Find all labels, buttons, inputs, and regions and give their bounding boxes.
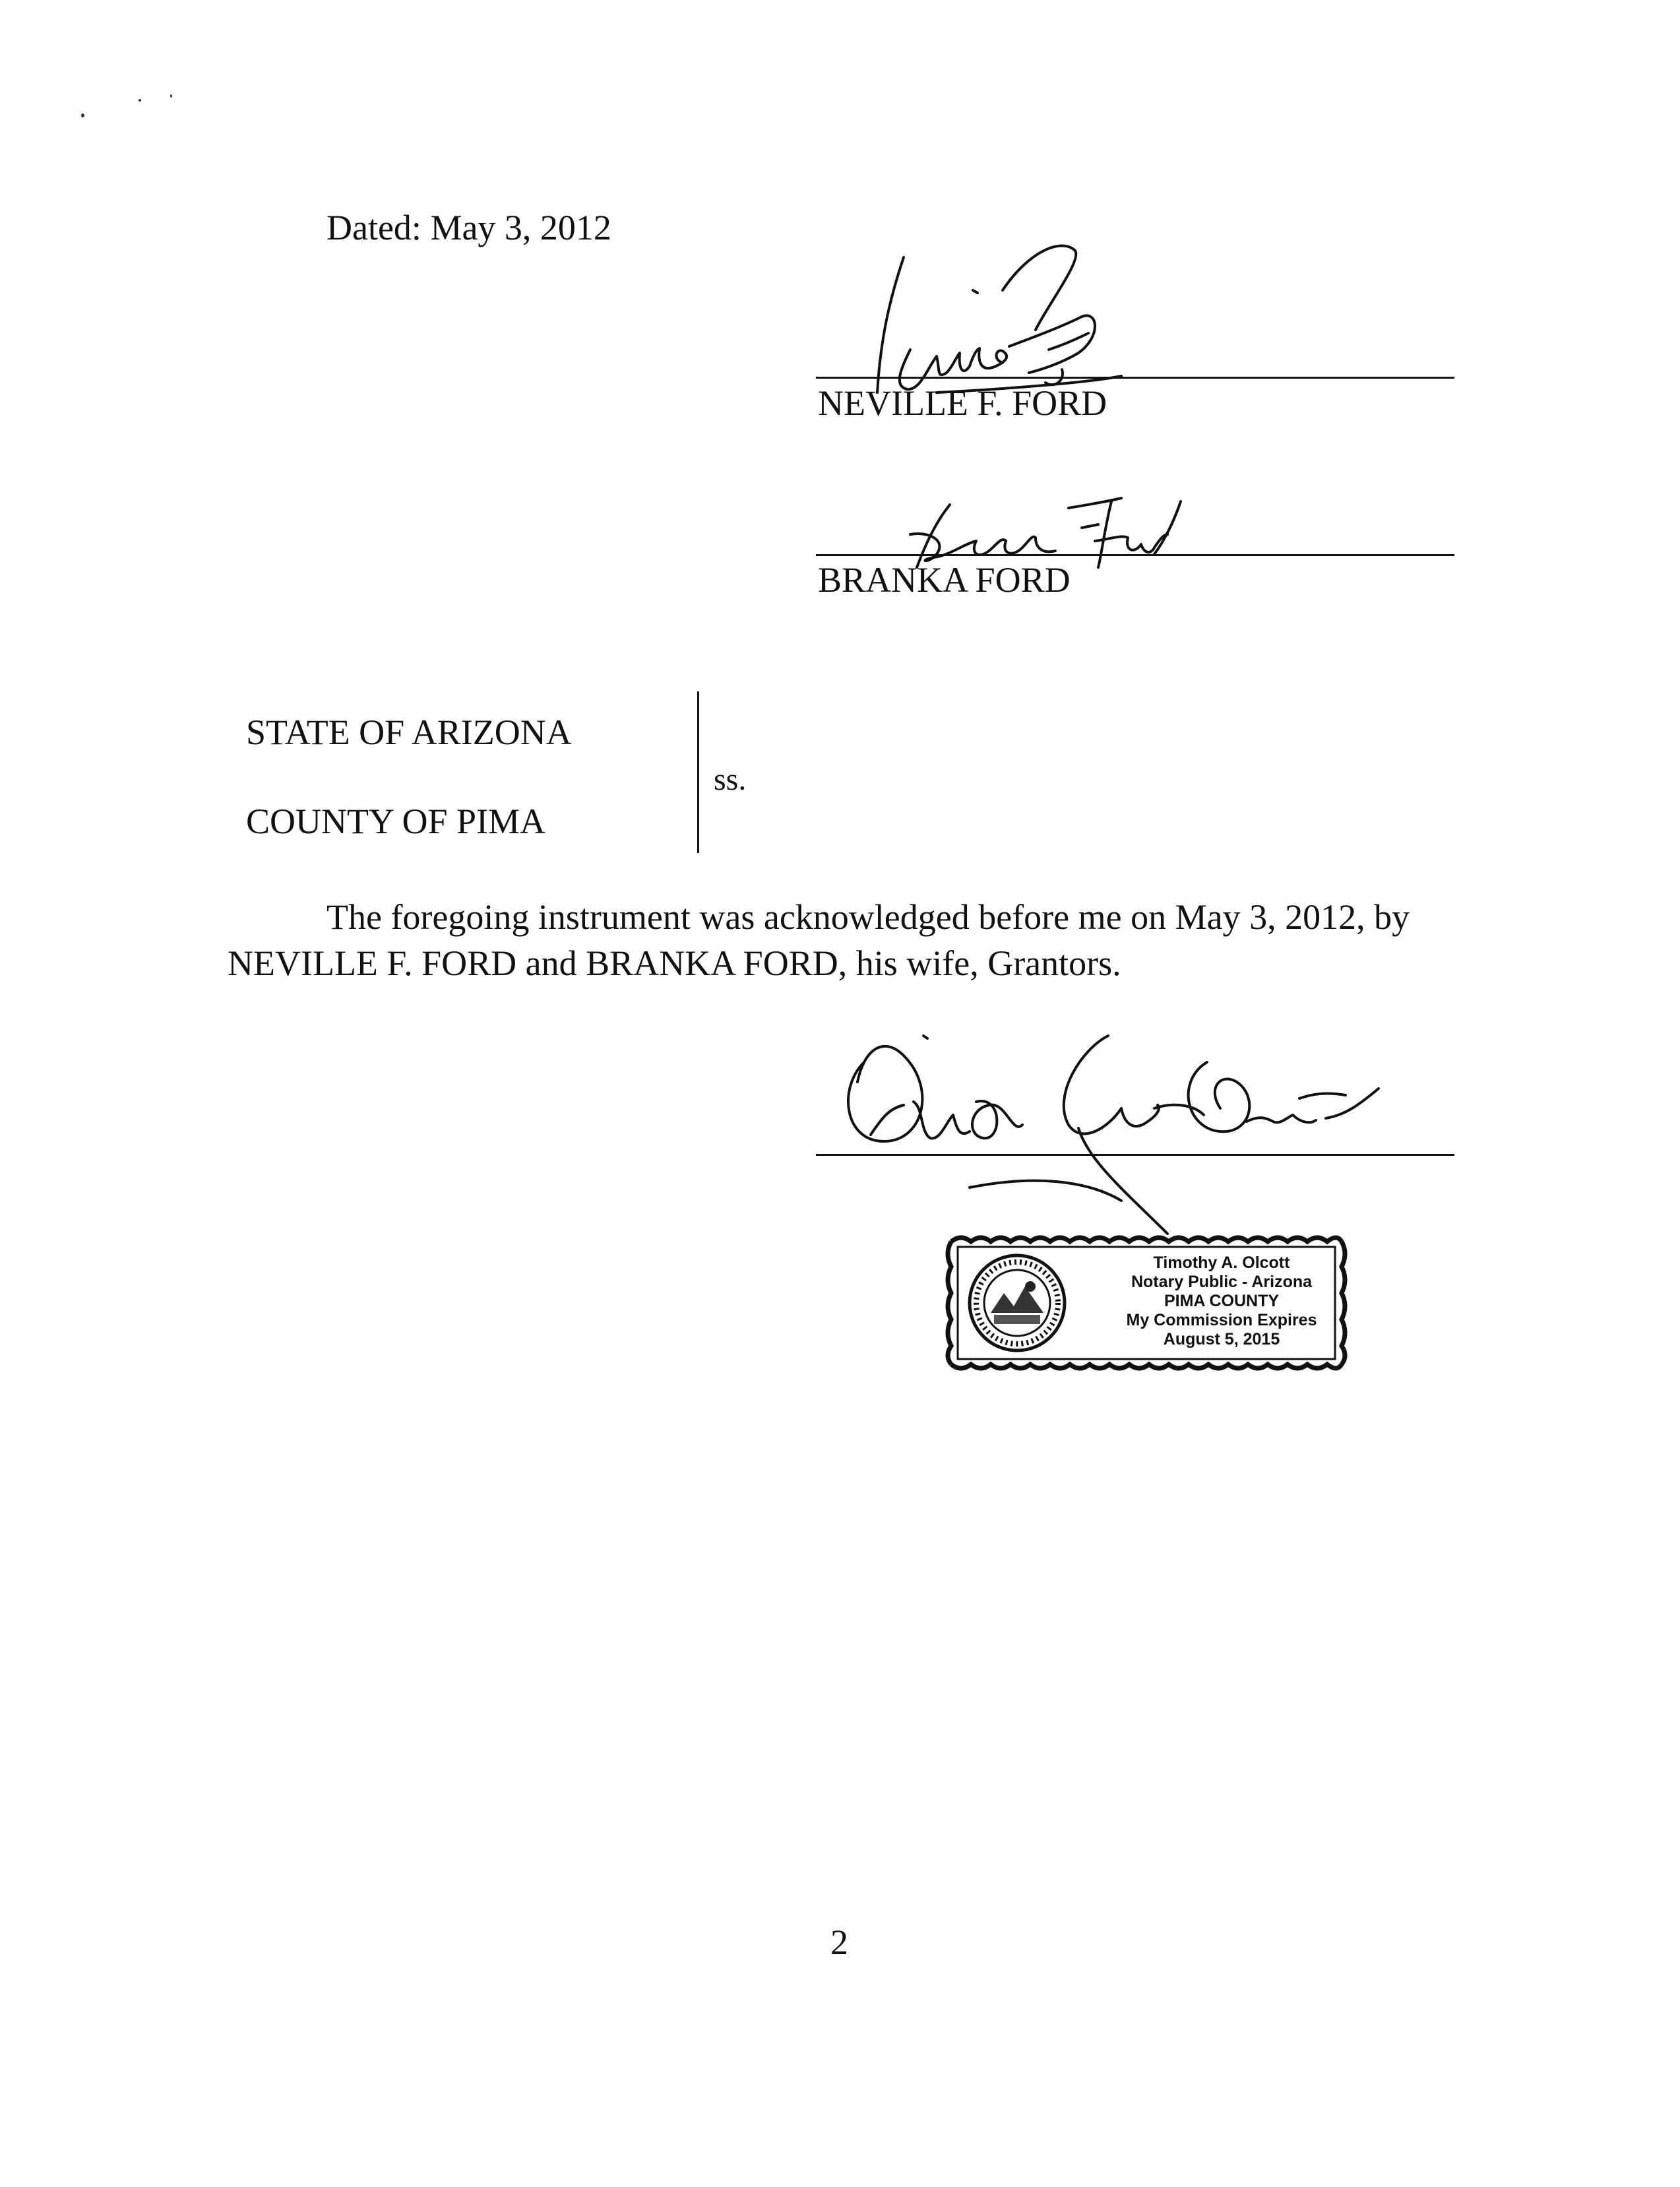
scan-speck <box>81 113 84 117</box>
acknowledgment-line-2: NEVILLE F. FORD and BRANKA FORD, his wife, Grantors. <box>228 943 1121 983</box>
scan-speck <box>170 94 172 98</box>
page-number: 2 <box>830 1922 848 1962</box>
venue-county: COUNTY OF PIMA <box>246 802 546 841</box>
dated-line: Dated: May 3, 2012 <box>327 208 611 247</box>
stamp-county: PIMA COUNTY <box>1164 1292 1280 1310</box>
signer-name-neville: NEVILLE F. FORD <box>818 383 1107 423</box>
venue-bracket <box>697 691 699 853</box>
signature-notary <box>824 1009 1418 1247</box>
signer-name-branka: BRANKA FORD <box>818 560 1071 600</box>
stamp-expires: August 5, 2015 <box>1163 1330 1280 1348</box>
stamp-commission: My Commission Expires <box>1126 1311 1317 1329</box>
venue-state: STATE OF ARIZONA <box>246 713 572 752</box>
acknowledgment-line-1: The foregoing instrument was acknowledged before me on May 3, 2012, by <box>327 897 1410 937</box>
venue-ss: ss. <box>714 762 747 797</box>
state-seal-icon <box>964 1250 1070 1356</box>
notary-stamp <box>945 1234 1348 1372</box>
scan-speck <box>139 99 141 102</box>
stamp-notary-title: Notary Public - Arizona <box>1131 1273 1313 1291</box>
signature-line-neville <box>816 377 1454 379</box>
signature-line-notary <box>816 1154 1454 1156</box>
stamp-text <box>1116 1253 1327 1349</box>
signature-line-branka <box>816 554 1454 556</box>
stamp-notary-name: Timothy A. Olcott <box>1153 1253 1290 1272</box>
